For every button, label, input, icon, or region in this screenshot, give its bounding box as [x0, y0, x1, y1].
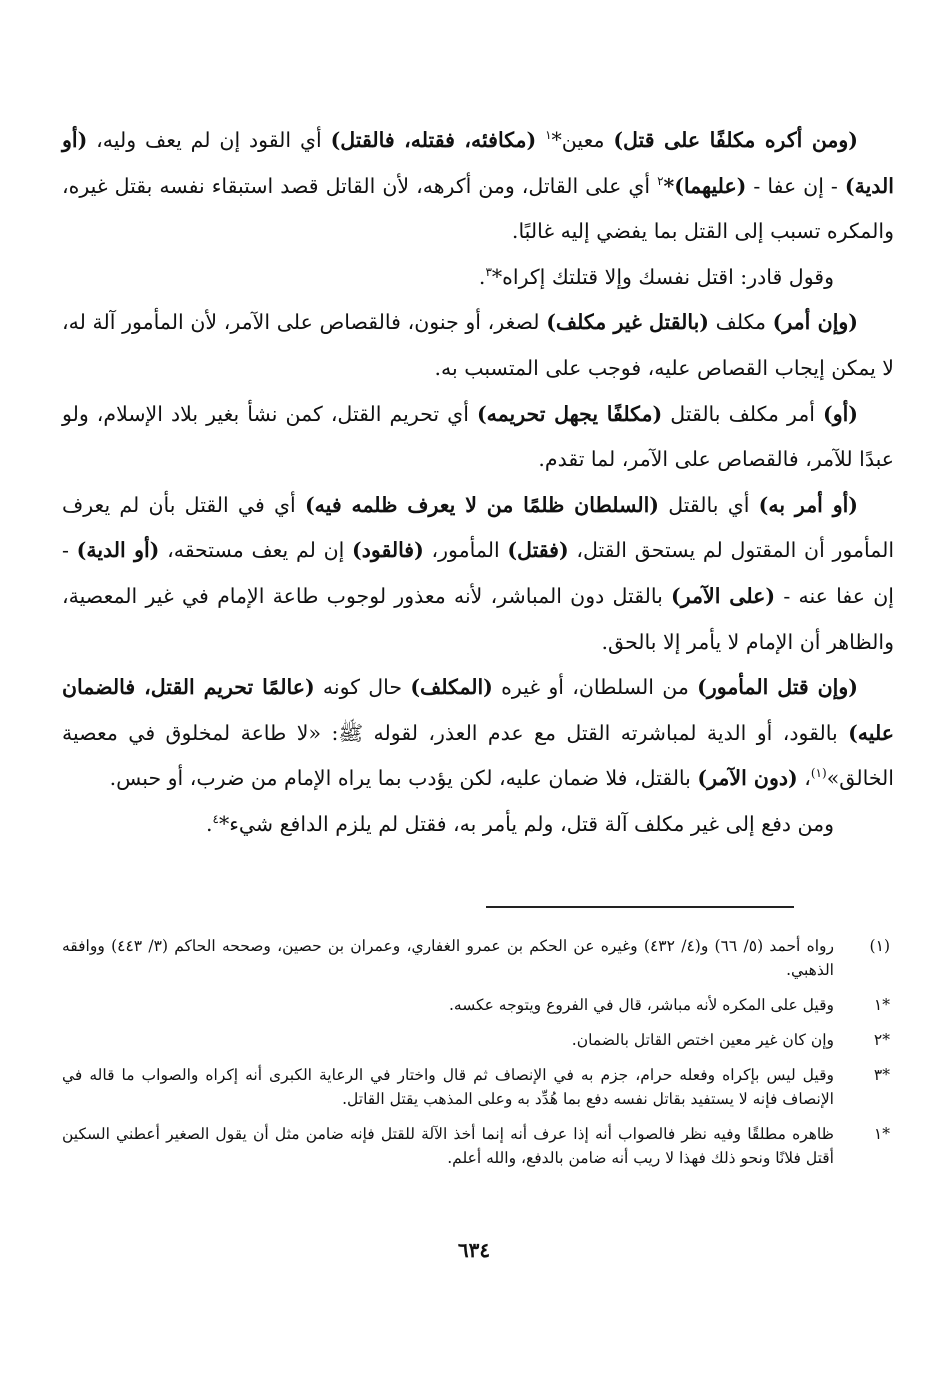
paragraph-3: (وإن أمر) مكلف (بالقتل غير مكلف) لصغر، أو جنون، فالقصاص على الآمر، لأن المأمور آلة له، لا يمكن إيجاب القصاص عليه، فوجب على المتسبب به.	[62, 310, 894, 380]
footnote-text: رواه أحمد (٥/ ٦٦) و(٤/ ٤٣٢) وغيره عن الحكم بن عمرو الغفاري، وعمران بن حصين، وصححه الحاكم (٣/ ٤٤٣) ووافقه الذهبي.	[62, 937, 835, 979]
paragraph-2: وقول قادر: اقتل نفسك وإلا قتلتك إكراه*$^٣$.	[478, 264, 834, 289]
footnotes	[62, 934, 894, 1181]
footnote-separator	[486, 906, 794, 908]
paragraph-7: ومن دفع إلى غير مكلف آلة قتل، ولم يأمر به، فقتل لم يلزم الدافع شيء*$^٤$.	[205, 811, 834, 836]
footnote-star-1	[62, 993, 894, 1017]
footnote-mark: *٣	[873, 1066, 890, 1084]
paragraph-1: (ومن أكره مكلفًا على قتل) معين*$^١$ (مكافئه، فقتله، فالقتل) أي القود إن لم يعف وليه، (أو الدية) - إن عفا - (عليهما)*$^٢$ أي على القاتل، ومن أكرهه، لأن القاتل قصد استبقاء نفسه بقتل غيره، والمكره تسبب إلى القتل بما يفضي إليه غالبًا.	[62, 128, 894, 244]
footnote-star-4	[62, 1122, 894, 1170]
footnote-text: ظاهره مطلقًا وفيه نظر فالصواب أنه إذا عرف أنه إنما أخذ الآلة للقتل فإنه ضامن مثل أن يقول الصغير أعطني السكين أقتل فلانًا ونحو ذلك فهذا لا ريب أنه ضامن بالدفع، والله أعلم.	[62, 1125, 834, 1167]
footnote-mark: *٢	[873, 1031, 890, 1049]
footnote-mark: *١	[873, 1125, 890, 1143]
page-number: ٦٣٤	[457, 1238, 491, 1262]
footnote-mark: (١)	[869, 937, 890, 955]
footnote-text: وقيل على المكره لأنه مباشر، قال في الفروع ويتوجه عكسه.	[448, 996, 834, 1014]
main-text	[62, 118, 894, 848]
footnote-star-2	[62, 1028, 894, 1052]
paragraph-6: (وإن قتل المأمور) من السلطان، أو غيره (المكلف) حال كونه (عالمًا تحريم القتل، فالضمان عليه) بالقود، أو الدية لمباشرته القتل مع عدم العذر، لقوله ﷺ: «لا طاعة لمخلوق في معصية الخالق»$^{(١)}$، (دون الآمر) بالقتل، فلا ضمان عليه، لكن يؤدب بما يراه الإمام من ضرب، أو حبس.	[62, 675, 894, 791]
footnote-text: وقيل ليس بإكراه وفعله حرام، جزم به في الإنصاف ثم قال واختار في الرعاية الكبرى أنه إكراه والصواب ما قاله في الإنصاف فإنه لا يستفيد بقاتل نفسه دفع بما هُدِّد به وعلى المذهب يقتل القاتل.	[62, 1066, 834, 1108]
footnote-1	[62, 934, 894, 982]
footnote-text: وإن كان غير معين اختص القاتل بالضمان.	[571, 1031, 834, 1049]
footnote-star-3	[62, 1063, 894, 1111]
paragraph-4: (أو) أمر مكلف بالقتل (مكلفًا يجهل تحريمه) أي تحريم القتل، كمن نشأ بغير بلاد الإسلام، ولو عبدًا للآمر، فالقصاص على الآمر، لما تقدم.	[62, 401, 894, 472]
paragraph-5: (أو أمر به) أي بالقتل (السلطان ظلمًا من لا يعرف ظلمه فيه) أي في القتل بأن لم يعرف المأمور أن المقتول لم يستحق القتل، (فقتل) المأمور، (فالقود) إن لم يعف مستحقه، (أو الدية) - إن عفا عنه - (على الآمر) بالقتل دون المباشر، لأنه معذور لوجوب طاعة الإمام في غير المعصية، والظاهر أن الإمام لا يأمر إلا بالحق.	[62, 492, 895, 654]
footnote-mark: *١	[873, 996, 890, 1014]
